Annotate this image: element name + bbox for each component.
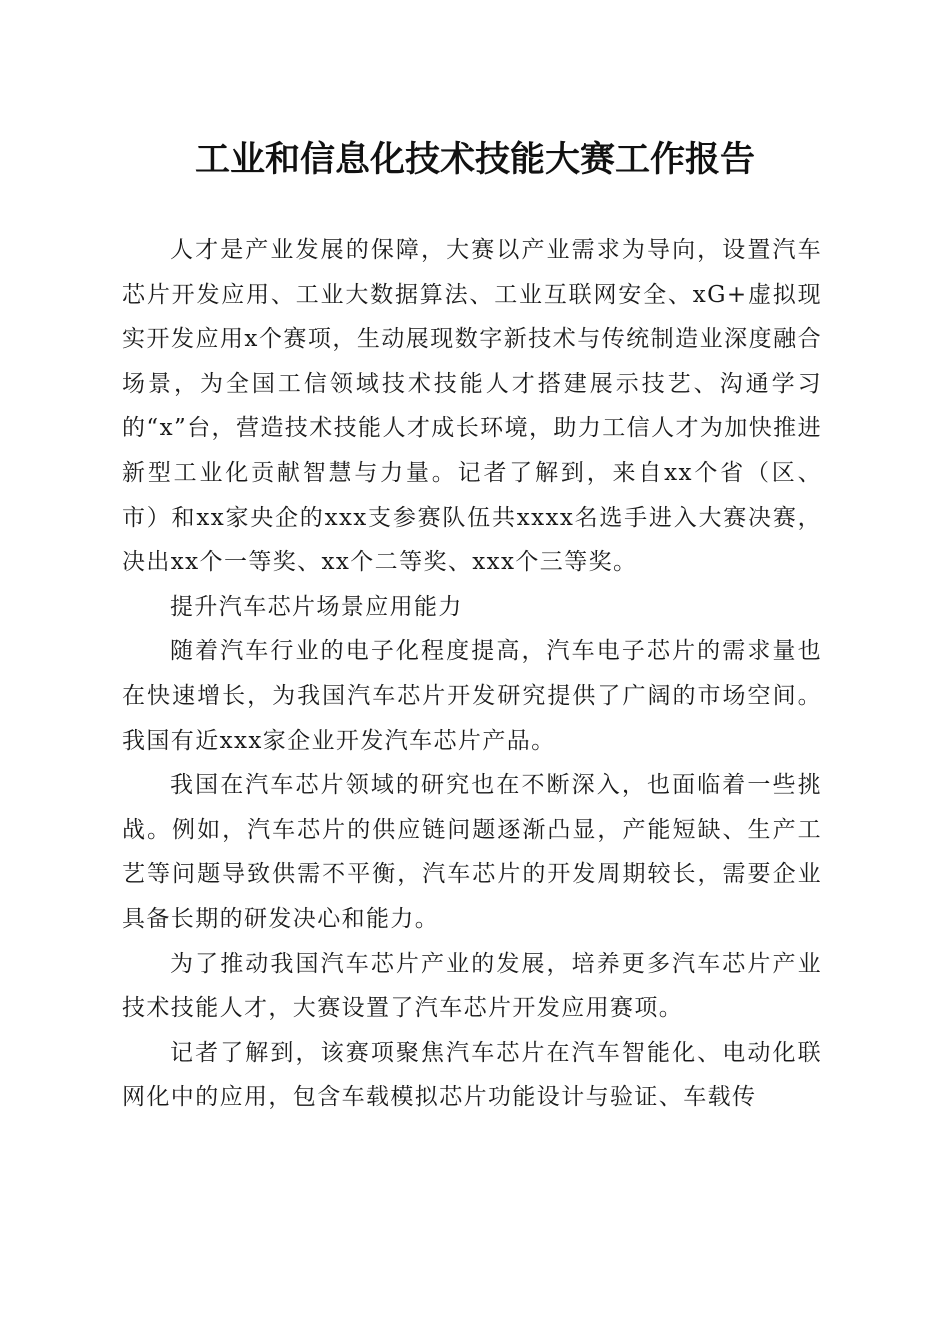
paragraph-details: 记者了解到，该赛项聚焦汽车芯片在汽车智能化、电动化联网化中的应用，包含车载模拟芯片功能设计与验证、车载传 [122, 1039, 822, 1111]
paragraph-challenges: 我国在汽车芯片领域的研究也在不断深入，也面临着一些挑战。例如，汽车芯片的供应链问题逐渐凸显，产能短缺、生产工艺等问题导致供需不平衡，汽车芯片的开发周期较长，需要企业具备长期的研发决心和能力。 [122, 772, 822, 932]
paragraph-intro: 人才是产业发展的保障，大赛以产业需求为导向，设置汽车芯片开发应用、工业大数据算法、工业互联网安全、xG+虚拟现实开发应用x个赛项，生动展现数字新技术与传统制造业深度融合场景，为全国工信领域技术技能人才搭建展示技艺、沟通学习的“x”台，营造技术技能人才成长环境，助力工信人才为加快推进新型工业化贡献智慧与力量。记者了解到，来自xx个省（区、市）和xx家央企的xxx支参赛队伍共xxxx名选手进入大赛决赛，决出xx个一等奖、xx个二等奖、xxx个三等奖。 [122, 237, 822, 576]
section-heading: 提升汽车芯片场景应用能力 [170, 593, 463, 620]
paragraph-competition: 为了推动我国汽车芯片产业的发展，培养更多汽车芯片产业技术技能人才，大赛设置了汽车芯片开发应用赛项。 [122, 950, 822, 1022]
paragraph-market: 随着汽车行业的电子化程度提高，汽车电子芯片的需求量也在快速增长，为我国汽车芯片开发研究提供了广阔的市场空间。我国有近xxx家企业开发汽车芯片产品。 [122, 638, 822, 754]
document-body [122, 228, 822, 1120]
document-title: 工业和信息化技术技能大赛工作报告 [194, 139, 755, 180]
